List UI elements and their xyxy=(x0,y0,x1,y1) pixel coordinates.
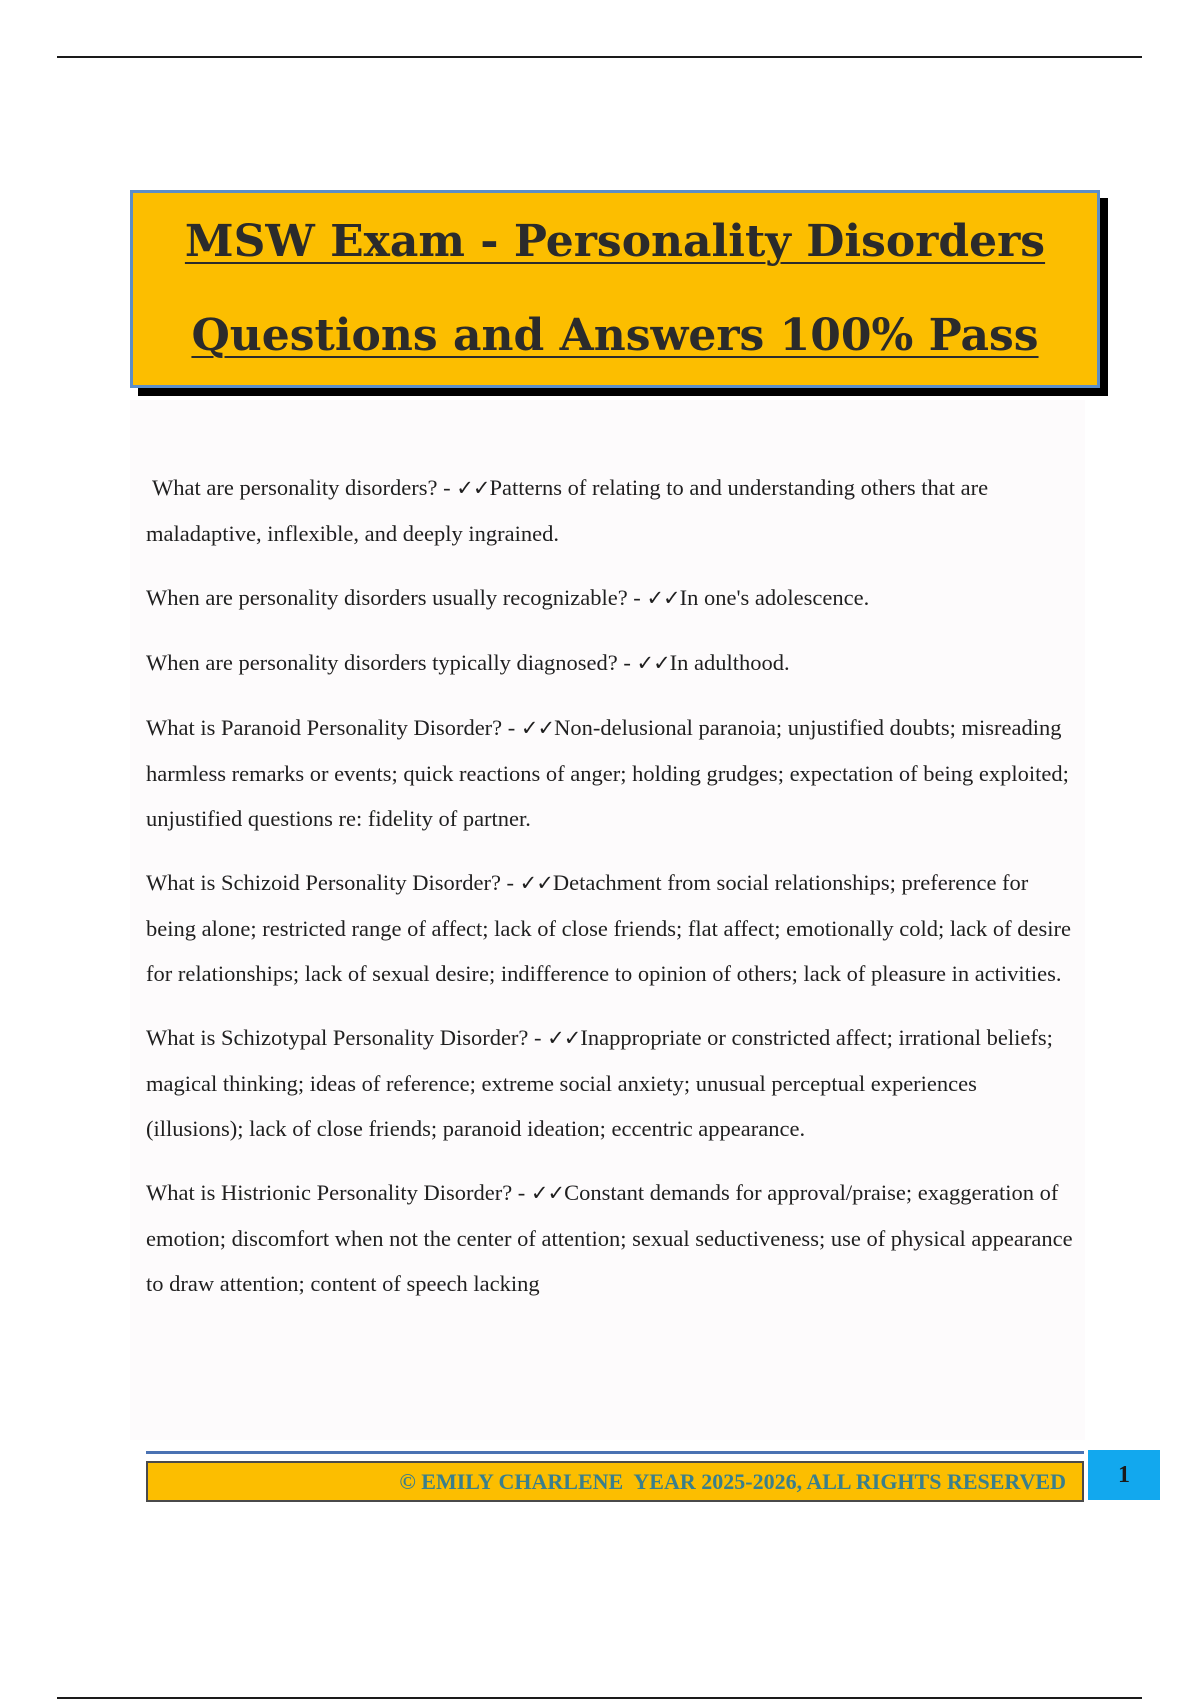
qa-question: What are personality disorders? - xyxy=(152,475,457,500)
page-number-badge xyxy=(1088,1450,1160,1500)
qa-answer: Inappropriate or constricted affect; irrational beliefs; magical thinking; ideas of reference; extreme social anxiety; unusual perceptual experiences (illusions); lack of close friends; paranoid ideation; eccentric appearance. xyxy=(146,1025,1053,1141)
qa-item xyxy=(146,705,1076,841)
qa-question: What is Schizotypal Personality Disorder? - xyxy=(146,1025,548,1050)
footer-rule xyxy=(146,1451,1084,1454)
double-check-icon: ✓✓ xyxy=(456,476,490,500)
qa-answer: Detachment from social relationships; preference for being alone; restricted range of affect; lack of close friends; flat affect; emotionally cold; lack of desire for relationships; lack of sexual desire; indifference to opinion of others; lack of pleasure in activities. xyxy=(146,870,1072,986)
qa-list xyxy=(146,465,1076,1325)
double-check-icon: ✓✓ xyxy=(646,586,680,610)
top-rule xyxy=(57,56,1142,58)
qa-item xyxy=(146,640,1076,686)
qa-answer: In adulthood. xyxy=(669,650,790,675)
qa-question: When are personality disorders usually recognizable? - xyxy=(146,585,647,610)
qa-answer: Patterns of relating to and understanding others that are maladaptive, inflexible, and deeply ingrained. xyxy=(146,475,989,546)
double-check-icon: ✓✓ xyxy=(636,651,670,675)
copyright-text: © EMILY CHARLENE YEAR 2025-2026, ALL RIGHTS RESERVED xyxy=(399,1468,1066,1494)
qa-question: When are personality disorders typically diagnosed? - xyxy=(146,650,637,675)
qa-question: What is Schizoid Personality Disorder? - xyxy=(146,870,520,895)
qa-item xyxy=(146,465,1076,556)
qa-item xyxy=(146,860,1076,996)
footer-banner xyxy=(146,1461,1084,1502)
title-box xyxy=(130,190,1100,388)
title-banner xyxy=(130,190,1100,388)
bottom-rule xyxy=(57,1697,1142,1699)
double-check-icon: ✓✓ xyxy=(530,1181,565,1205)
qa-item xyxy=(146,1170,1076,1306)
qa-question: What is Paranoid Personality Disorder? - xyxy=(146,715,521,740)
qa-question: What is Histrionic Personality Disorder? - xyxy=(146,1180,531,1205)
page-number: 1 xyxy=(1118,1461,1130,1488)
qa-answer: Constant demands for approval/praise; exaggeration of emotion; discomfort when not the center of attention; sexual seductiveness; use of physical appearance to draw attention; content of speech lacking xyxy=(146,1180,1073,1296)
qa-item xyxy=(146,575,1076,621)
double-check-icon: ✓✓ xyxy=(547,1026,581,1050)
qa-item xyxy=(146,1015,1076,1151)
title-line-1: MSW Exam - Personality Disorders xyxy=(184,216,1046,267)
double-check-icon: ✓✓ xyxy=(519,871,553,895)
title-line-2: Questions and Answers 100% Pass xyxy=(191,310,1039,361)
double-check-icon: ✓✓ xyxy=(520,716,555,740)
qa-answer: In one's adolescence. xyxy=(679,585,870,610)
qa-answer: Non-delusional paranoia; unjustified doubts; misreading harmless remarks or events; quick reactions of anger; holding grudges; expectation of being exploited; unjustified questions re: fidelity of partner. xyxy=(146,715,1069,831)
